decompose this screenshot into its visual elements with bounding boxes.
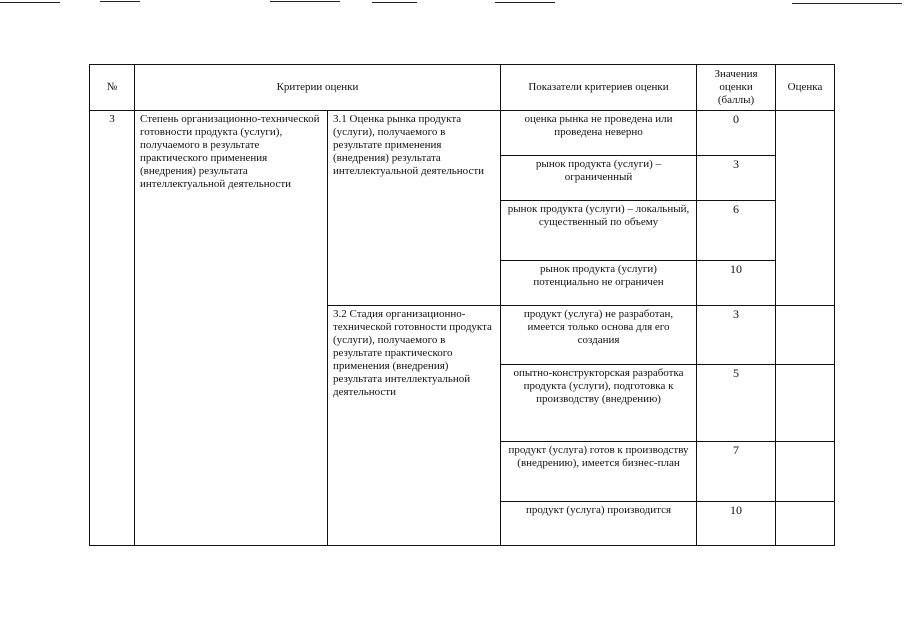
scan-artifact <box>270 1 340 2</box>
subcriterion-label: 3.1 Оценка рынка продукта (услуги), получаемого в результате применения (внедрения) результата интеллектуальной деятельности <box>328 111 501 306</box>
main-criterion: Степень организационно-технической готовности продукта (услуги), получаемого в результате практического применения (внедрения) результата интеллектуальной деятельности <box>135 111 328 546</box>
table-row <box>90 111 835 156</box>
indicator-value: 5 <box>697 365 776 442</box>
subcriterion-label: 3.2 Стадия организационно-технической готовности продукта (услуги), получаемого в результате практического применения (внедрения) результата интеллектуальной деятельности <box>328 306 501 546</box>
indicator-text: оценка рынка не проведена или проведена неверно <box>501 111 697 156</box>
header-indicators: Показатели критериев оценки <box>501 65 697 111</box>
indicator-value: 6 <box>697 201 776 261</box>
indicator-text: продукт (услуга) не разработан, имеется только основа для его создания <box>501 306 697 365</box>
indicator-value: 0 <box>697 111 776 156</box>
criteria-table <box>89 64 835 546</box>
score-cell[interactable] <box>776 502 835 546</box>
header-criteria: Критерии оценки <box>135 65 501 111</box>
header-number: № <box>90 65 135 111</box>
scan-artifact <box>372 2 417 3</box>
indicator-text: продукт (услуга) производится <box>501 502 697 546</box>
score-cell[interactable] <box>776 306 835 365</box>
indicator-text: рынок продукта (услуги) – локальный, существенный по объему <box>501 201 697 261</box>
table-header-row <box>90 65 835 111</box>
indicator-text: рынок продукта (услуги) потенциально не ограничен <box>501 261 697 306</box>
score-cell[interactable] <box>776 111 835 306</box>
indicator-value: 3 <box>697 156 776 201</box>
indicator-value: 10 <box>697 502 776 546</box>
header-values: Значения оценки (баллы) <box>697 65 776 111</box>
scan-artifact <box>100 1 140 2</box>
indicator-value: 10 <box>697 261 776 306</box>
scan-artifact <box>495 2 555 3</box>
indicator-value: 3 <box>697 306 776 365</box>
scan-artifact <box>792 3 902 4</box>
indicator-text: рынок продукта (услуги) – ограниченный <box>501 156 697 201</box>
indicator-text: опытно-конструкторская разработка продукта (услуги), подготовка к производству (внедрению) <box>501 365 697 442</box>
score-cell[interactable] <box>776 365 835 442</box>
scan-artifact <box>0 2 60 3</box>
row-number: 3 <box>90 111 135 546</box>
indicator-value: 7 <box>697 442 776 502</box>
score-cell[interactable] <box>776 442 835 502</box>
indicator-text: продукт (услуга) готов к производству (внедрению), имеется бизнес-план <box>501 442 697 502</box>
header-score: Оценка <box>776 65 835 111</box>
